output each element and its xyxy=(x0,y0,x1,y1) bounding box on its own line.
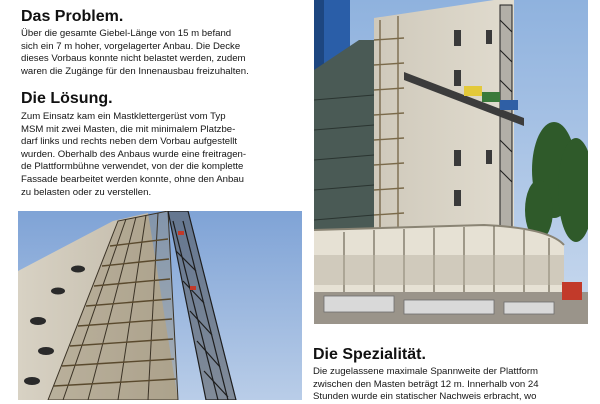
scaffold-closeup-photo xyxy=(18,211,302,400)
solution-line: Zum Einsatz kam ein Mastklettergerüst vom Typ xyxy=(21,111,226,122)
solution-heading: Die Lösung. xyxy=(21,90,113,107)
speciality-paragraph xyxy=(313,366,589,404)
solution-line: MSM mit zwei Masten, die mit minimalem Platzbe- xyxy=(21,123,236,135)
problem-line: Über die gesamte Giebel-Länge von 15 m befand xyxy=(21,28,232,39)
problem-line: waren die Zugänge für den Innenausbau freizuhalten. xyxy=(21,65,249,77)
speciality-line: Stunden wurde ein statischer Nachweis erbracht, wo xyxy=(313,391,537,403)
speciality-line: zwischen den Masten beträgt 12 m. Innerhalb von 24 xyxy=(313,378,539,390)
problem-heading: Das Problem. xyxy=(21,8,124,25)
solution-line: darf links und rechts neben dem Vorbau aufgestellt xyxy=(21,136,237,148)
solution-line: Fassade bearbeitet werden konnte, ohne den Anbau xyxy=(21,173,244,185)
problem-line: sich ein 7 m hoher, vorgelagerter Anbau. Die Decke xyxy=(21,40,241,52)
solution-line: zu belasten oder zu verstellen. xyxy=(21,186,152,198)
speciality-line: Die zugelassene maximale Spannweite der Plattform xyxy=(313,366,539,377)
problem-line: dieses Vorbaus konnte nicht belastet werden, zudem xyxy=(21,53,246,65)
solution-line: wurden. Oberhalb des Anbaus wurde eine freitragen- xyxy=(21,148,247,160)
building-overview-photo xyxy=(314,0,588,324)
solution-paragraph xyxy=(21,111,303,199)
solution-line: de Plattformbühne verwendet, von der die komplette xyxy=(21,161,244,173)
problem-paragraph xyxy=(21,28,303,78)
speciality-heading: Die Spezialität. xyxy=(313,346,426,363)
